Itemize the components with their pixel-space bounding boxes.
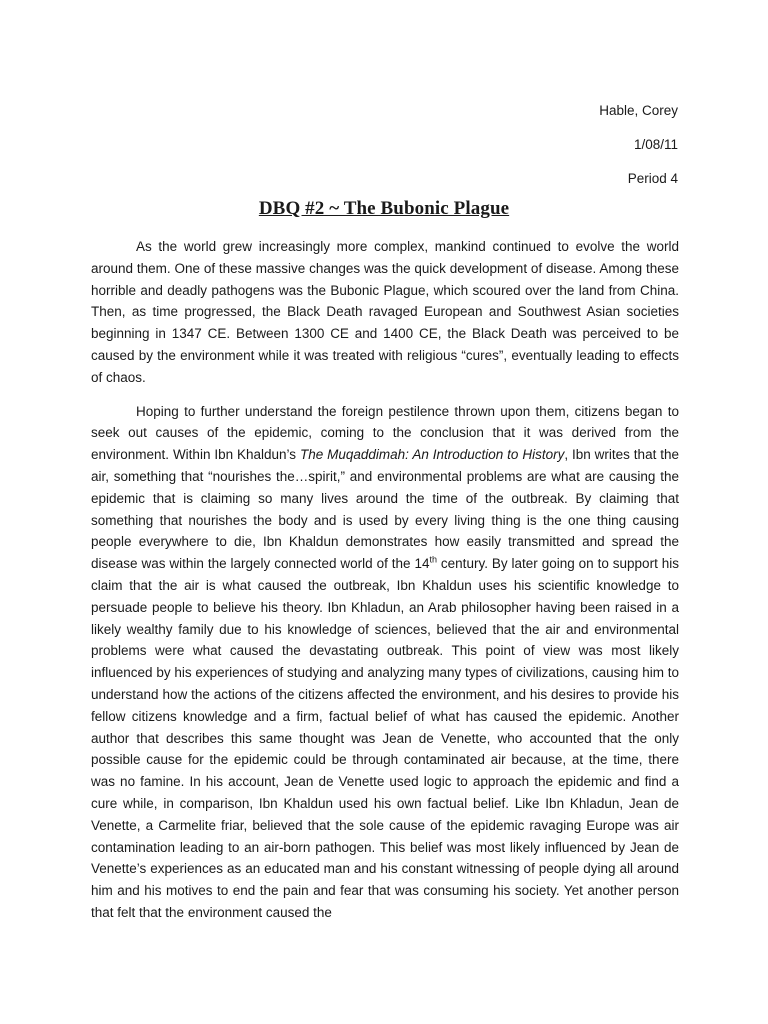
ordinal-superscript: th [429,554,437,565]
author-name: Hable, Corey [599,103,678,118]
paragraph-2-text-c: century. By later going on to support his claim that the air is what caused the outbreak, Ibn Khaldun uses his scientific knowledge to persuade people to believe his theory. Ibn Khladun, an Arab philosopher having been raised in a likely wealthy family due to his knowledge of sciences, believed that the air and environmental problems were what caused the devastating outbreak. This point of view was most likely influenced by his experiences of studying and analyzing many types of civilizations, causing him to understand how the actions of the citizens affected the environment, and his desires to provide his fellow citizens knowledge and a firm, factual belief of what has caused the epidemic. Another author that describes this same thought was Jean de Venette, who accounted that the only possible cause for the epidemic could be through contaminated air because, at the time, there was no famine. In his account, Jean de Venette used logic to approach the epidemic and find a cure while, in comparison, Ibn Khaldun used his own factual belief. Like Ibn Khladun, Jean de Venette, a Carmelite friar, believed that the sole cause of the epidemic ravaging Europe was air contamination leading to an air-born pathogen. This belief was most likely influenced by Jean de Venette’s experiences as an educated man and his constant witnessing of people dying all around him and his motives to end the pain and fear that was consuming his society. Yet another person that felt that the environment caused the [91,556,679,920]
document-header [599,94,678,196]
paragraph-2 [91,401,679,924]
paragraph-2-text-b: , Ibn writes that the air, something that “nourishes the…spirit,” and environmental problems are what are causing the epidemic that is claiming so many lives around the time of the outbreak. By claiming that something that nourishes the body and is used by every living thing is the one thing causing people everywhere to die, Ibn Khaldun demonstrates how easily transmitted and spread the disease was within the largely connected world of the 14 [91,447,679,572]
document-date: 1/08/11 [633,137,678,152]
book-title: The Muqaddimah: An Introduction to History [299,447,565,463]
class-period: Period 4 [627,171,678,186]
paragraph-2-text-a: Hoping to further understand the foreign pestilence thrown upon them, citizens began to seek out causes of the epidemic, coming to the conclusion that it was derived from the environment. Within Ibn Khaldun’s [91,403,679,463]
paragraph-1: As the world grew increasingly more complex, mankind continued to evolve the world around them. One of these massive changes was the quick development of disease. Among these horrible and deadly pathogens was the Bubonic Plague, which scoured over the land from China. Then, as time progressed, the Black Death ravaged European and Southwest Asian societies beginning in 1347 CE. Between 1300 CE and 1400 CE, the Black Death was perceived to be caused by the environment while it was treated with religious “cures”, eventually leading to effects of chaos. [91,239,679,385]
document-title: DBQ #2 ~ The Bubonic Plague [258,198,510,219]
document-body [91,236,679,936]
